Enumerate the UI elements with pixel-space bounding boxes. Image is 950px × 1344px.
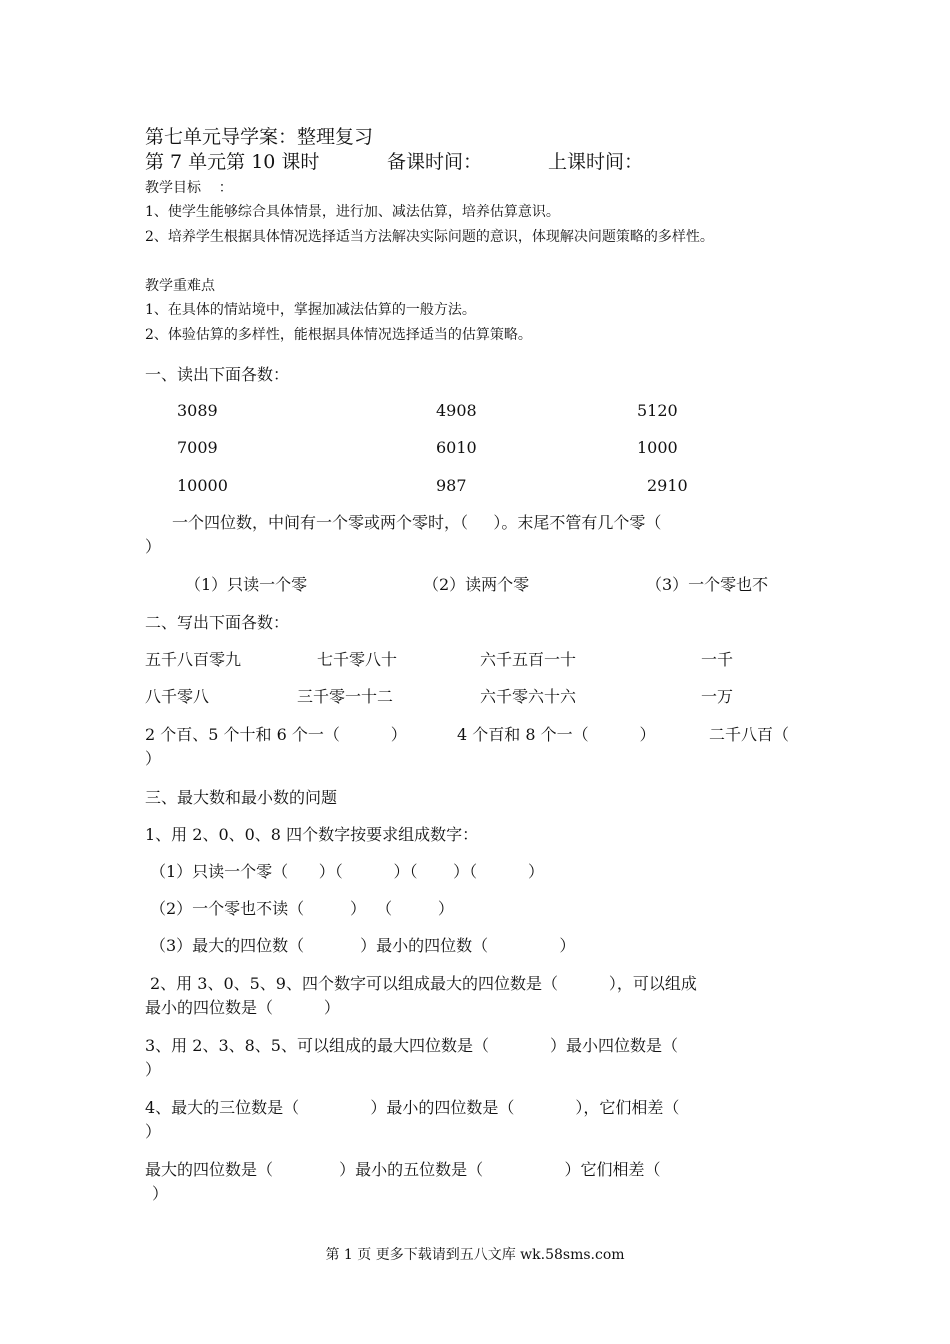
question-text-cont: ）	[145, 749, 162, 768]
number-cell: 4908	[436, 401, 477, 420]
chinese-number: 五千八百零九	[145, 650, 242, 669]
question-4-cont: ）	[145, 1122, 162, 1141]
question-1-title: 1、用 2、0、0、8 四个数字按要求组成数字：	[145, 825, 479, 844]
objectives-heading: 教学目标 ：	[145, 180, 233, 196]
chinese-number: 六千五百一十	[480, 650, 577, 669]
question-4: 4、最大的三位数是（ ）最小的四位数是（ ），它们相差（	[145, 1098, 680, 1117]
chinese-number: 一万	[701, 687, 734, 706]
class-time-label: 上课时间：	[548, 151, 644, 173]
number-cell: 10000	[177, 476, 228, 495]
number-cell: 3089	[177, 401, 218, 420]
section-1-title: 一、读出下面各数：	[145, 365, 290, 384]
objective-item: 1、使学生能够综合具体情景，进行加、减法估算，培养估算意识。	[145, 204, 560, 220]
chinese-number: 三千零一十二	[297, 687, 394, 706]
chinese-number: 一千	[701, 650, 734, 669]
number-cell: 6010	[436, 438, 477, 457]
question-2-cont: 最小的四位数是（ ）	[145, 998, 340, 1017]
option-3: （3）一个零也不	[646, 575, 769, 594]
key-points-heading: 教学重难点	[145, 278, 215, 294]
chinese-number: 七千零八十	[317, 650, 398, 669]
option-1: （1）只读一个零	[185, 575, 308, 594]
key-point-item: 2、体验估算的多样性，能根据具体情况选择适当的估算策略。	[145, 327, 532, 343]
objective-item: 2、培养学生根据具体情况选择适当方法解决实际问题的意识，体现解决问题策略的多样性。	[145, 229, 714, 245]
question-text: 2 个百、5 个十和 6 个一（ ）	[145, 725, 407, 744]
option-2: （2）读两个零	[423, 575, 530, 594]
page-footer: 第 1 页 更多下载请到五八文库 wk.58sms.com	[325, 1247, 625, 1263]
number-cell: 1000	[637, 438, 678, 457]
number-cell: 987	[436, 476, 467, 495]
key-point-item: 1、在具体的情站境中，掌握加减法估算的一般方法。	[145, 302, 476, 318]
question-1c: （3）最大的四位数（ ）最小的四位数（ ）	[150, 936, 576, 955]
chinese-number: 八千零八	[145, 687, 210, 706]
question-5: 最大的四位数是（ ）最小的五位数是（ ）它们相差（	[145, 1160, 661, 1179]
question-5-cont: ）	[152, 1184, 169, 1203]
number-cell: 2910	[647, 476, 688, 495]
question-1b: （2）一个零也不读（ ） （ ）	[150, 899, 454, 918]
number-cell: 5120	[637, 401, 678, 420]
chinese-number: 六千零六十六	[480, 687, 577, 706]
question-2: 2、用 3、0、5、9、四个数字可以组成最大的四位数是（ ），可以组成	[150, 974, 697, 993]
question-3: 3、用 2、3、8、5、可以组成的最大四位数是（ ）最小四位数是（	[145, 1036, 679, 1055]
prep-time-label: 备课时间：	[387, 151, 483, 173]
question-3-cont: ）	[145, 1060, 162, 1079]
unit-lesson-label: 第 7 单元第 10 课时	[145, 151, 320, 173]
number-cell: 7009	[177, 438, 218, 457]
rule-text: 一个四位数，中间有一个零或两个零时，（ ）。末尾不管有几个零（	[172, 513, 662, 532]
question-text: 4 个百和 8 个一（ ）	[457, 725, 656, 744]
rule-text-cont: ）	[145, 537, 162, 556]
section-2-title: 二、写出下面各数：	[145, 613, 290, 632]
page-title: 第七单元导学案：整理复习	[145, 126, 374, 148]
question-text: 二千八百（	[709, 725, 790, 744]
question-1a: （1）只读一个零（ ）（ ）（ ）（ ）	[150, 862, 545, 881]
section-3-title: 三、最大数和最小数的问题	[145, 788, 338, 807]
